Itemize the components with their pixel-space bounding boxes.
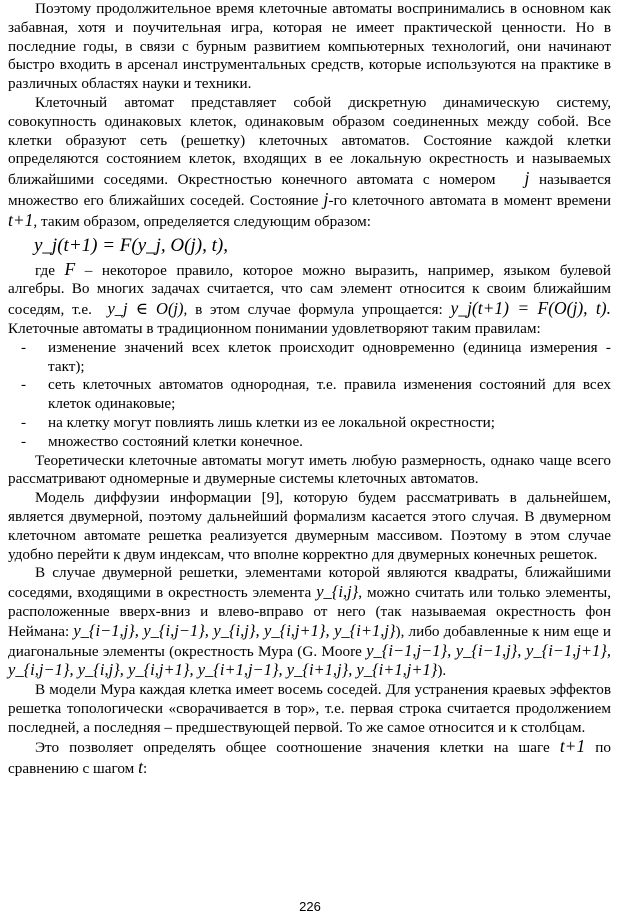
math-membership: y_j ∈ O(j) [107, 299, 184, 319]
text-fragment: Клеточные автоматы в традиционном понимании удовлетворяют таким правилам: [8, 319, 541, 337]
paragraph-neighborhoods [8, 564, 611, 681]
text-fragment: где [35, 261, 55, 279]
list-item [8, 433, 611, 452]
list-item [8, 339, 611, 377]
text-fragment: по сравнению с шагом [8, 739, 612, 778]
text-fragment: Клеточный автомат представляет собой дискретную динамическую систему, совокупность одинаковых клеток, одинаковым образом соединенных между собой. Все клетки образуют сеть (решетку) клеточных автоматов. Состояние каждой клетки определяются состоянием клеток, входящих в ее локальную окрестность и называемых ближайшими соседями. Окрестностью конечного автомата с номером [8, 93, 611, 189]
list-dash: - [21, 338, 27, 356]
text-fragment: -го клеточного автомата в момент времени [328, 191, 612, 209]
list-item-text: сеть клеточных автоматов однородная, т.е. правила изменения состояний для всех клеток одинаковые; [48, 376, 611, 413]
paragraph-rule-f [8, 260, 611, 339]
text-fragment: : [142, 760, 148, 778]
paragraph-diffusion-model: Модель диффузии информации [9], которую будем рассматривать в дальнейшем, является двумерной, поэтому дальнейший формализм касается этого случая. В двумерном клеточном автомате решетка реализуется двумерным массивом. Поэтому в этом случае удобно перейти к двум индексам, что вполне корректно для двумерных конечных решеток. [8, 489, 611, 563]
page-number: 226 [299, 899, 321, 914]
text-fragment: В случае двумерной решетки, элементами которой являются квадраты, ближайшими соседями, входящими в окрестность элемента [8, 564, 611, 602]
paragraph-moore-model: В модели Мура каждая клетка имеет восемь соседей. Для устранения краевых эффектов решетка топологически «сворачивается в тор», т.е. первая строка считается продолжением последней, а последняя – предшествующей первой. То же самое относится и к столбцам. [8, 681, 611, 736]
rules-list [8, 339, 611, 452]
math-neumann-neighborhood: y_{i−1,j}, y_{i,j−1}, y_{i,j}, y_{i,j+1}, y_{i+1,j} [73, 620, 396, 640]
formula-state-update: y_j(t+1) = F(y_j, O(j), t), [34, 234, 228, 256]
text-fragment: ), либо добавленные к ним еще и диагональные элементы (окрестность Мура (G. Moore [8, 622, 612, 660]
math-var-j: j [323, 188, 329, 209]
math-moore-neighborhood: y_{i−1,j−1}, y_{i−1,j}, y_{i−1,j+1}, y_{i,j−1}, y_{i,j}, y_{i,j+1}, y_{i+1,j−1}, y_{i+1,j}, y_{i+1,j+1} [8, 640, 611, 680]
list-item-text: на клетку могут повлиять лишь клетки из ее локальной окрестности; [48, 413, 495, 431]
paragraph-step-relation [8, 737, 611, 779]
math-var-f: F [64, 258, 76, 279]
math-var-t: t [138, 757, 143, 778]
text-fragment: Это позволяет определять общее соотношение значения клетки на шаге [35, 739, 550, 757]
math-t-plus-1: t+1 [8, 209, 34, 230]
text-fragment: , таким образом, определяется следующим образом: [33, 212, 372, 230]
document-page [8, 0, 611, 779]
list-item [8, 414, 611, 433]
paragraph-cellular-automaton-definition [8, 94, 611, 232]
list-item [8, 376, 611, 414]
math-var-j: j [524, 168, 530, 189]
text-fragment: , можно считать или только элементы, расположенные вверх-вниз и влево-вправо от него (так называемая окрестность фон Неймана: [8, 584, 612, 640]
text-fragment: , в этом случае формула упрощается: [183, 301, 443, 319]
list-dash: - [21, 432, 27, 450]
list-dash: - [21, 413, 27, 431]
list-dash: - [21, 376, 27, 394]
text-fragment: называется множество его ближайших соседей. Состояние [8, 171, 612, 209]
list-item-text: изменение значений всех клеток происходит одновременно (единица измерения - такт); [48, 338, 611, 375]
math-simplified-formula: y_j(t+1) = F(O(j), t). [450, 298, 611, 319]
paragraph-intro: Поэтому продолжительное время клеточные автоматы воспринимались в основном как забавная, хотя и поучительная игра, которая не имеет практической ценности. Но в последние годы, в связи с бурным развитием компьютерных технологий, они начинают быстро входить в арсенал инструментальных средств, которые используются на практике в различных областях науки и техники. [8, 0, 611, 93]
math-t-plus-1: t+1 [559, 736, 586, 757]
math-element-yij: y_{i,j} [316, 582, 359, 602]
text-fragment: – некоторое правило, которое можно выразить, например, языком булевой алгебры. Во многих задачах считается, что сам элемент относится к своим ближайшим соседям, т.е. [8, 261, 611, 319]
list-item-text: множество состояний клетки конечное. [48, 432, 303, 450]
paragraph-dimensions: Теоретически клеточные автоматы могут иметь любую размерность, однако чаще всего рассматривают одномерные и двумерные системы клеточных автоматов. [8, 451, 611, 488]
text-fragment: ). [437, 662, 447, 680]
